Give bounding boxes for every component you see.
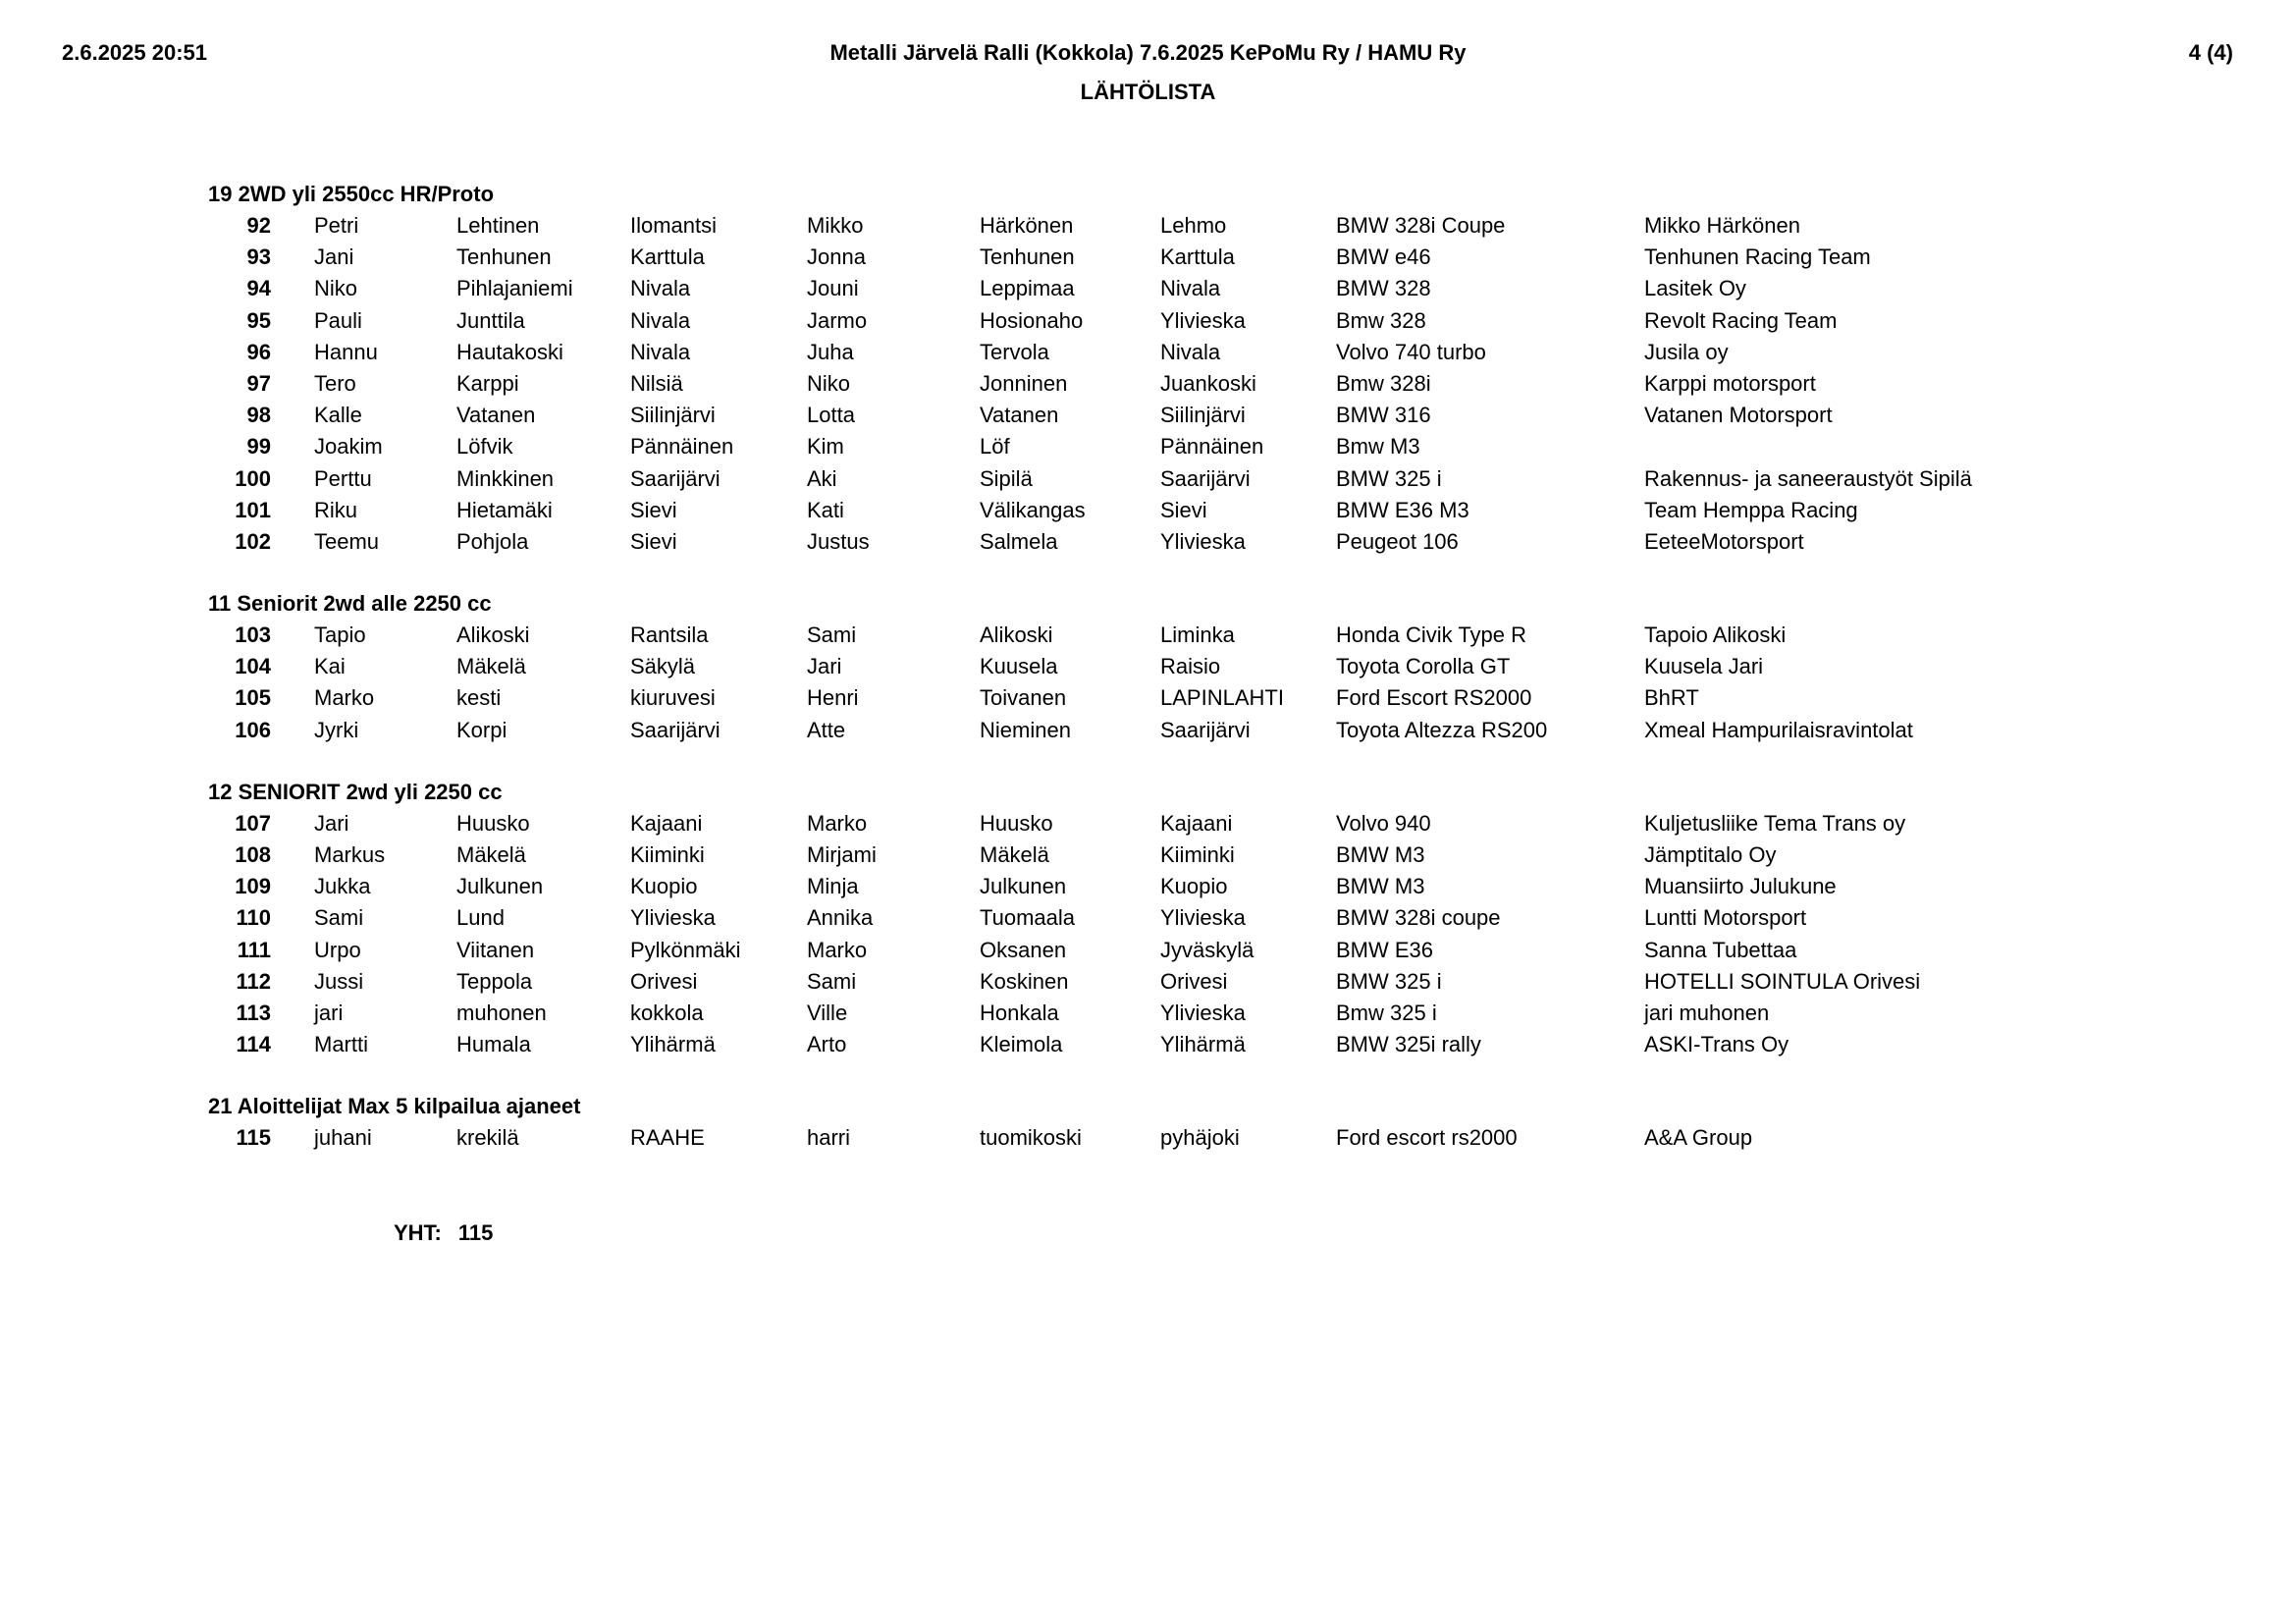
cell-driver-city: kokkola — [630, 1000, 704, 1025]
cell-codriver-first-name: Annika — [807, 905, 874, 931]
cell-team — [1644, 431, 2296, 462]
table-row — [0, 871, 2296, 902]
cell-car: BMW 316 — [1336, 403, 1431, 428]
cell-start-number: 97 — [246, 370, 271, 396]
cell-team: Team Hemppa Racing — [1644, 497, 1858, 522]
cell-codriver-first-name: Marko — [807, 810, 868, 836]
table-row — [0, 651, 2296, 682]
cell-driver-city: Orivesi — [630, 968, 698, 994]
cell-team: HOTELLI SOINTULA Orivesi — [1644, 968, 1921, 994]
cell-driver-first-name: Marko — [314, 685, 375, 711]
cell-team: Mikko Härkönen — [1644, 213, 1800, 238]
cell-driver-last-name: Pohjola — [456, 528, 529, 554]
table-row — [0, 242, 2296, 273]
cell-codriver-last-name: Hosionaho — [980, 307, 1084, 333]
cell-start-number: 95 — [246, 307, 271, 333]
table-row — [0, 715, 2296, 746]
cell-codriver-last-name: Härkönen — [980, 213, 1074, 238]
cell-driver-last-name: Mäkelä — [456, 654, 526, 679]
cell-codriver-city: LAPINLAHTI — [1160, 685, 1284, 711]
cell-start-number: 114 — [236, 1032, 271, 1057]
cell-car: BMW 325i rally — [1336, 1032, 1481, 1057]
cell-team: Tenhunen Racing Team — [1644, 244, 1871, 270]
cell-driver-city: Rantsila — [630, 623, 709, 648]
cell-car: Bmw M3 — [1336, 434, 1420, 460]
cell-car: Ford Escort RS2000 — [1336, 685, 1532, 711]
cell-team: Xmeal Hampurilaisravintolat — [1644, 717, 1913, 742]
cell-codriver-last-name: Huusko — [980, 810, 1053, 836]
cell-driver-first-name: Petri — [314, 213, 359, 238]
cell-driver-city: kiuruvesi — [630, 685, 716, 711]
cell-start-number: 107 — [235, 810, 271, 836]
cell-team: Jusila oy — [1644, 339, 1729, 364]
cell-codriver-last-name: Nieminen — [980, 717, 1071, 742]
cell-start-number: 108 — [235, 842, 271, 867]
printed-timestamp: 2.6.2025 20:51 — [62, 40, 208, 65]
cell-start-number: 109 — [235, 874, 271, 899]
cell-driver-city: Kuopio — [630, 874, 698, 899]
section-header: 19 2WD yli 2550cc HR/Proto — [208, 182, 495, 206]
cell-car: BMW M3 — [1336, 842, 1425, 867]
cell-codriver-first-name: Aki — [807, 465, 837, 491]
total-value: 115 — [457, 1220, 494, 1245]
cell-codriver-last-name: Leppimaa — [980, 276, 1075, 301]
cell-codriver-first-name: Ville — [807, 1000, 848, 1025]
cell-start-number: 98 — [246, 403, 271, 428]
cell-driver-city: Nivala — [630, 276, 691, 301]
cell-codriver-last-name: Salmela — [980, 528, 1058, 554]
table-row — [0, 1122, 2296, 1154]
table-row — [0, 682, 2296, 714]
cell-driver-city: Saarijärvi — [630, 465, 721, 491]
total-row — [0, 1218, 493, 1249]
table-row — [0, 368, 2296, 400]
cell-driver-first-name: jari — [314, 1000, 344, 1025]
cell-driver-first-name: Hannu — [314, 339, 378, 364]
cell-codriver-last-name: Toivanen — [980, 685, 1067, 711]
cell-codriver-last-name: Koskinen — [980, 968, 1069, 994]
cell-driver-city: Nivala — [630, 307, 691, 333]
cell-driver-first-name: Pauli — [314, 307, 362, 333]
cell-codriver-city: Pännäinen — [1160, 434, 1264, 460]
cell-codriver-city: Ylivieska — [1160, 1000, 1246, 1025]
cell-driver-last-name: Mäkelä — [456, 842, 526, 867]
cell-codriver-city: Ylivieska — [1160, 528, 1246, 554]
cell-team: EeteeMotorsport — [1644, 528, 1804, 554]
cell-codriver-last-name: Kuusela — [980, 654, 1058, 679]
cell-driver-first-name: Teemu — [314, 528, 380, 554]
cell-driver-last-name: Viitanen — [456, 937, 535, 962]
cell-codriver-first-name: Mikko — [807, 213, 864, 238]
cell-driver-city: Säkylä — [630, 654, 696, 679]
cell-team: Muansiirto Julukune — [1644, 874, 1837, 899]
cell-driver-first-name: Jukka — [314, 874, 371, 899]
class-section — [0, 777, 2296, 1061]
cell-start-number: 105 — [235, 685, 271, 711]
cell-start-number: 100 — [235, 465, 271, 491]
cell-codriver-city: Saarijärvi — [1160, 465, 1251, 491]
cell-car: BMW 325 i — [1336, 968, 1442, 994]
cell-start-number: 101 — [235, 497, 271, 522]
table-row — [0, 400, 2296, 431]
cell-codriver-last-name: Sipilä — [980, 465, 1033, 491]
cell-codriver-last-name: Kleimola — [980, 1032, 1063, 1057]
cell-driver-last-name: Hietamäki — [456, 497, 553, 522]
cell-codriver-first-name: Jari — [807, 654, 842, 679]
cell-codriver-last-name: tuomikoski — [980, 1125, 1082, 1151]
cell-codriver-last-name: Jonninen — [980, 370, 1068, 396]
cell-start-number: 112 — [236, 968, 271, 994]
section-header: 21 Aloittelijat Max 5 kilpailua ajaneet — [208, 1094, 581, 1119]
class-section — [0, 588, 2296, 746]
cell-codriver-city: Siilinjärvi — [1160, 403, 1246, 428]
cell-codriver-first-name: Justus — [807, 528, 870, 554]
cell-team: Revolt Racing Team — [1644, 307, 1838, 333]
cell-codriver-last-name: Mäkelä — [980, 842, 1049, 867]
cell-start-number: 113 — [236, 1000, 271, 1025]
cell-codriver-city: Lehmo — [1160, 213, 1227, 238]
cell-start-number: 102 — [235, 528, 271, 554]
cell-team: Jämptitalo Oy — [1644, 842, 1777, 867]
class-section — [0, 1091, 2296, 1154]
cell-codriver-city: Kajaani — [1160, 810, 1233, 836]
cell-driver-last-name: Löfvik — [456, 434, 513, 460]
cell-car: Bmw 325 i — [1336, 1000, 1437, 1025]
cell-car: BMW 328i Coupe — [1336, 213, 1506, 238]
cell-driver-last-name: krekilä — [456, 1125, 519, 1151]
cell-codriver-first-name: Mirjami — [807, 842, 877, 867]
cell-start-number: 104 — [235, 654, 271, 679]
table-row — [0, 966, 2296, 998]
cell-car: Honda Civik Type R — [1336, 623, 1527, 648]
cell-driver-last-name: Vatanen — [456, 403, 536, 428]
cell-driver-last-name: Korpi — [456, 717, 507, 742]
cell-driver-first-name: Jani — [314, 244, 354, 270]
cell-car: Volvo 940 — [1336, 810, 1431, 836]
cell-codriver-first-name: Niko — [807, 370, 851, 396]
cell-codriver-last-name: Oksanen — [980, 937, 1067, 962]
cell-driver-city: RAAHE — [630, 1125, 705, 1151]
cell-codriver-first-name: Kim — [807, 434, 844, 460]
cell-car: Peugeot 106 — [1336, 528, 1459, 554]
cell-driver-city: Nilsiä — [630, 370, 683, 396]
cell-start-number: 110 — [236, 905, 271, 931]
cell-team: Kuljetusliike Tema Trans oy — [1644, 810, 1906, 836]
cell-codriver-first-name: Kati — [807, 497, 844, 522]
table-row — [0, 431, 2296, 462]
cell-driver-city: Kiiminki — [630, 842, 705, 867]
cell-driver-first-name: Martti — [314, 1032, 368, 1057]
section-header: 11 Seniorit 2wd alle 2250 cc — [208, 591, 492, 617]
cell-start-number: 99 — [246, 434, 271, 460]
cell-team: Karppi motorsport — [1644, 370, 1816, 396]
cell-codriver-last-name: Tervola — [980, 339, 1049, 364]
cell-codriver-last-name: Honkala — [980, 1000, 1059, 1025]
table-row — [0, 273, 2296, 304]
table-row — [0, 463, 2296, 495]
cell-car: BMW E36 M3 — [1336, 497, 1469, 522]
cell-codriver-first-name: Sami — [807, 623, 857, 648]
cell-codriver-first-name: Jouni — [807, 276, 859, 301]
table-row — [0, 495, 2296, 526]
cell-driver-last-name: Lund — [456, 905, 505, 931]
cell-driver-first-name: Tero — [314, 370, 356, 396]
cell-start-number: 115 — [236, 1125, 271, 1151]
page-number: 4 (4) — [2188, 40, 2233, 65]
cell-codriver-first-name: harri — [807, 1125, 851, 1151]
cell-codriver-last-name: Alikoski — [980, 623, 1053, 648]
cell-team: Sanna Tubettaa — [1644, 937, 1797, 962]
cell-codriver-city: Juankoski — [1160, 370, 1256, 396]
table-row — [0, 305, 2296, 337]
cell-driver-last-name: Minkkinen — [456, 465, 555, 491]
cell-team: Lasitek Oy — [1644, 276, 1746, 301]
cell-codriver-city: Kiiminki — [1160, 842, 1235, 867]
cell-driver-first-name: juhani — [314, 1125, 372, 1151]
start-list-sections — [0, 179, 2296, 1185]
cell-codriver-last-name: Vatanen — [980, 403, 1059, 428]
cell-codriver-last-name: Tenhunen — [980, 244, 1075, 270]
table-row — [0, 620, 2296, 651]
cell-codriver-first-name: Arto — [807, 1032, 847, 1057]
section-header: 12 SENIORIT 2wd yli 2250 cc — [208, 779, 503, 804]
cell-codriver-city: Karttula — [1160, 244, 1235, 270]
cell-driver-first-name: Kai — [314, 654, 346, 679]
cell-driver-first-name: Jussi — [314, 968, 364, 994]
cell-driver-last-name: Junttila — [456, 307, 525, 333]
table-row — [0, 902, 2296, 934]
cell-team: BhRT — [1644, 685, 1699, 711]
cell-driver-last-name: Alikoski — [456, 623, 530, 648]
cell-codriver-first-name: Jonna — [807, 244, 866, 270]
cell-driver-first-name: Joakim — [314, 434, 383, 460]
cell-codriver-first-name: Minja — [807, 874, 859, 899]
cell-driver-first-name: Perttu — [314, 465, 372, 491]
cell-codriver-city: Saarijärvi — [1160, 717, 1251, 742]
cell-codriver-city: Jyväskylä — [1160, 937, 1255, 962]
table-row — [0, 210, 2296, 242]
cell-driver-city: Kajaani — [630, 810, 703, 836]
cell-codriver-first-name: Henri — [807, 685, 859, 711]
cell-start-number: 103 — [235, 623, 271, 648]
cell-driver-city: Pylkönmäki — [630, 937, 741, 962]
cell-driver-city: Pännäinen — [630, 434, 734, 460]
cell-driver-first-name: Kalle — [314, 403, 362, 428]
cell-car: BMW E36 — [1336, 937, 1434, 962]
cell-team: A&A Group — [1644, 1125, 1753, 1151]
cell-driver-first-name: Niko — [314, 276, 358, 301]
cell-codriver-city: Ylihärmä — [1160, 1032, 1246, 1057]
cell-driver-city: Ylivieska — [630, 905, 716, 931]
cell-codriver-city: Nivala — [1160, 276, 1221, 301]
event-title: Metalli Järvelä Ralli (Kokkola) 7.6.2025 KePoMu Ry / HAMU Ry — [829, 40, 1467, 65]
cell-team: ASKI-Trans Oy — [1644, 1032, 1789, 1057]
table-row — [0, 337, 2296, 368]
cell-driver-city: Saarijärvi — [630, 717, 721, 742]
cell-codriver-first-name: Juha — [807, 339, 854, 364]
cell-codriver-city: Raisio — [1160, 654, 1221, 679]
cell-codriver-last-name: Löf — [980, 434, 1010, 460]
cell-start-number: 93 — [246, 244, 271, 270]
cell-codriver-city: Sievi — [1160, 497, 1207, 522]
total-label: YHT: — [394, 1220, 442, 1245]
cell-driver-last-name: Hautakoski — [456, 339, 563, 364]
cell-car: Ford escort rs2000 — [1336, 1125, 1518, 1151]
cell-driver-last-name: kesti — [456, 685, 502, 711]
cell-team: Vatanen Motorsport — [1644, 403, 1833, 428]
cell-driver-last-name: Lehtinen — [456, 213, 540, 238]
cell-codriver-city: pyhäjoki — [1160, 1125, 1240, 1151]
cell-driver-first-name: Sami — [314, 905, 364, 931]
cell-car: BMW 325 i — [1336, 465, 1442, 491]
cell-codriver-city: Kuopio — [1160, 874, 1228, 899]
cell-car: Bmw 328 — [1336, 307, 1426, 333]
cell-start-number: 92 — [246, 213, 271, 238]
cell-start-number: 111 — [237, 937, 271, 962]
cell-driver-first-name: Urpo — [314, 937, 361, 962]
cell-codriver-first-name: Sami — [807, 968, 857, 994]
cell-driver-last-name: Huusko — [456, 810, 530, 836]
cell-codriver-first-name: Atte — [807, 717, 846, 742]
cell-driver-first-name: Jari — [314, 810, 349, 836]
cell-codriver-city: Nivala — [1160, 339, 1221, 364]
table-row — [0, 998, 2296, 1029]
cell-driver-last-name: Julkunen — [456, 874, 544, 899]
table-row — [0, 935, 2296, 966]
cell-start-number: 106 — [235, 717, 271, 742]
cell-driver-city: Ylihärmä — [630, 1032, 716, 1057]
cell-driver-last-name: muhonen — [456, 1000, 547, 1025]
cell-team: Tapoio Alikoski — [1644, 623, 1787, 648]
cell-driver-last-name: Tenhunen — [456, 244, 552, 270]
table-row — [0, 526, 2296, 558]
cell-team: jari muhonen — [1644, 1000, 1770, 1025]
table-row — [0, 839, 2296, 871]
cell-car: BMW M3 — [1336, 874, 1425, 899]
cell-driver-last-name: Karppi — [456, 370, 519, 396]
cell-driver-city: Ilomantsi — [630, 213, 718, 238]
cell-driver-first-name: Riku — [314, 497, 358, 522]
cell-car: BMW e46 — [1336, 244, 1431, 270]
cell-driver-city: Sievi — [630, 497, 677, 522]
cell-team: Rakennus- ja saneeraustyöt Sipilä — [1644, 465, 1972, 491]
cell-driver-first-name: Jyrki — [314, 717, 359, 742]
cell-car: Volvo 740 turbo — [1336, 339, 1486, 364]
cell-codriver-city: Ylivieska — [1160, 905, 1246, 931]
cell-driver-city: Siilinjärvi — [630, 403, 716, 428]
cell-team: Kuusela Jari — [1644, 654, 1764, 679]
cell-codriver-last-name: Tuomaala — [980, 905, 1076, 931]
class-section — [0, 179, 2296, 558]
cell-codriver-city: Orivesi — [1160, 968, 1228, 994]
cell-driver-city: Karttula — [630, 244, 705, 270]
cell-codriver-first-name: Jarmo — [807, 307, 868, 333]
cell-car: BMW 328i coupe — [1336, 905, 1501, 931]
cell-codriver-first-name: Marko — [807, 937, 868, 962]
cell-codriver-last-name: Julkunen — [980, 874, 1067, 899]
cell-driver-last-name: Humala — [456, 1032, 531, 1057]
cell-codriver-city: Liminka — [1160, 623, 1235, 648]
cell-car: Toyota Altezza RS200 — [1336, 717, 1548, 742]
cell-codriver-city: Ylivieska — [1160, 307, 1246, 333]
table-row — [0, 1029, 2296, 1060]
table-row — [0, 808, 2296, 839]
cell-driver-last-name: Pihlajaniemi — [456, 276, 573, 301]
cell-start-number: 96 — [246, 339, 271, 364]
cell-codriver-first-name: Lotta — [807, 403, 855, 428]
cell-driver-city: Nivala — [630, 339, 691, 364]
cell-team: Luntti Motorsport — [1644, 905, 1807, 931]
cell-driver-city: Sievi — [630, 528, 677, 554]
cell-car: Bmw 328i — [1336, 370, 1431, 396]
page-title: LÄHTÖLISTA — [1080, 80, 1216, 104]
cell-driver-first-name: Markus — [314, 842, 386, 867]
title-block — [0, 33, 2296, 112]
cell-driver-last-name: Teppola — [456, 968, 533, 994]
cell-car: BMW 328 — [1336, 276, 1431, 301]
cell-driver-first-name: Tapio — [314, 623, 366, 648]
cell-start-number: 94 — [246, 276, 271, 301]
cell-car: Toyota Corolla GT — [1336, 654, 1511, 679]
cell-codriver-last-name: Välikangas — [980, 497, 1086, 522]
